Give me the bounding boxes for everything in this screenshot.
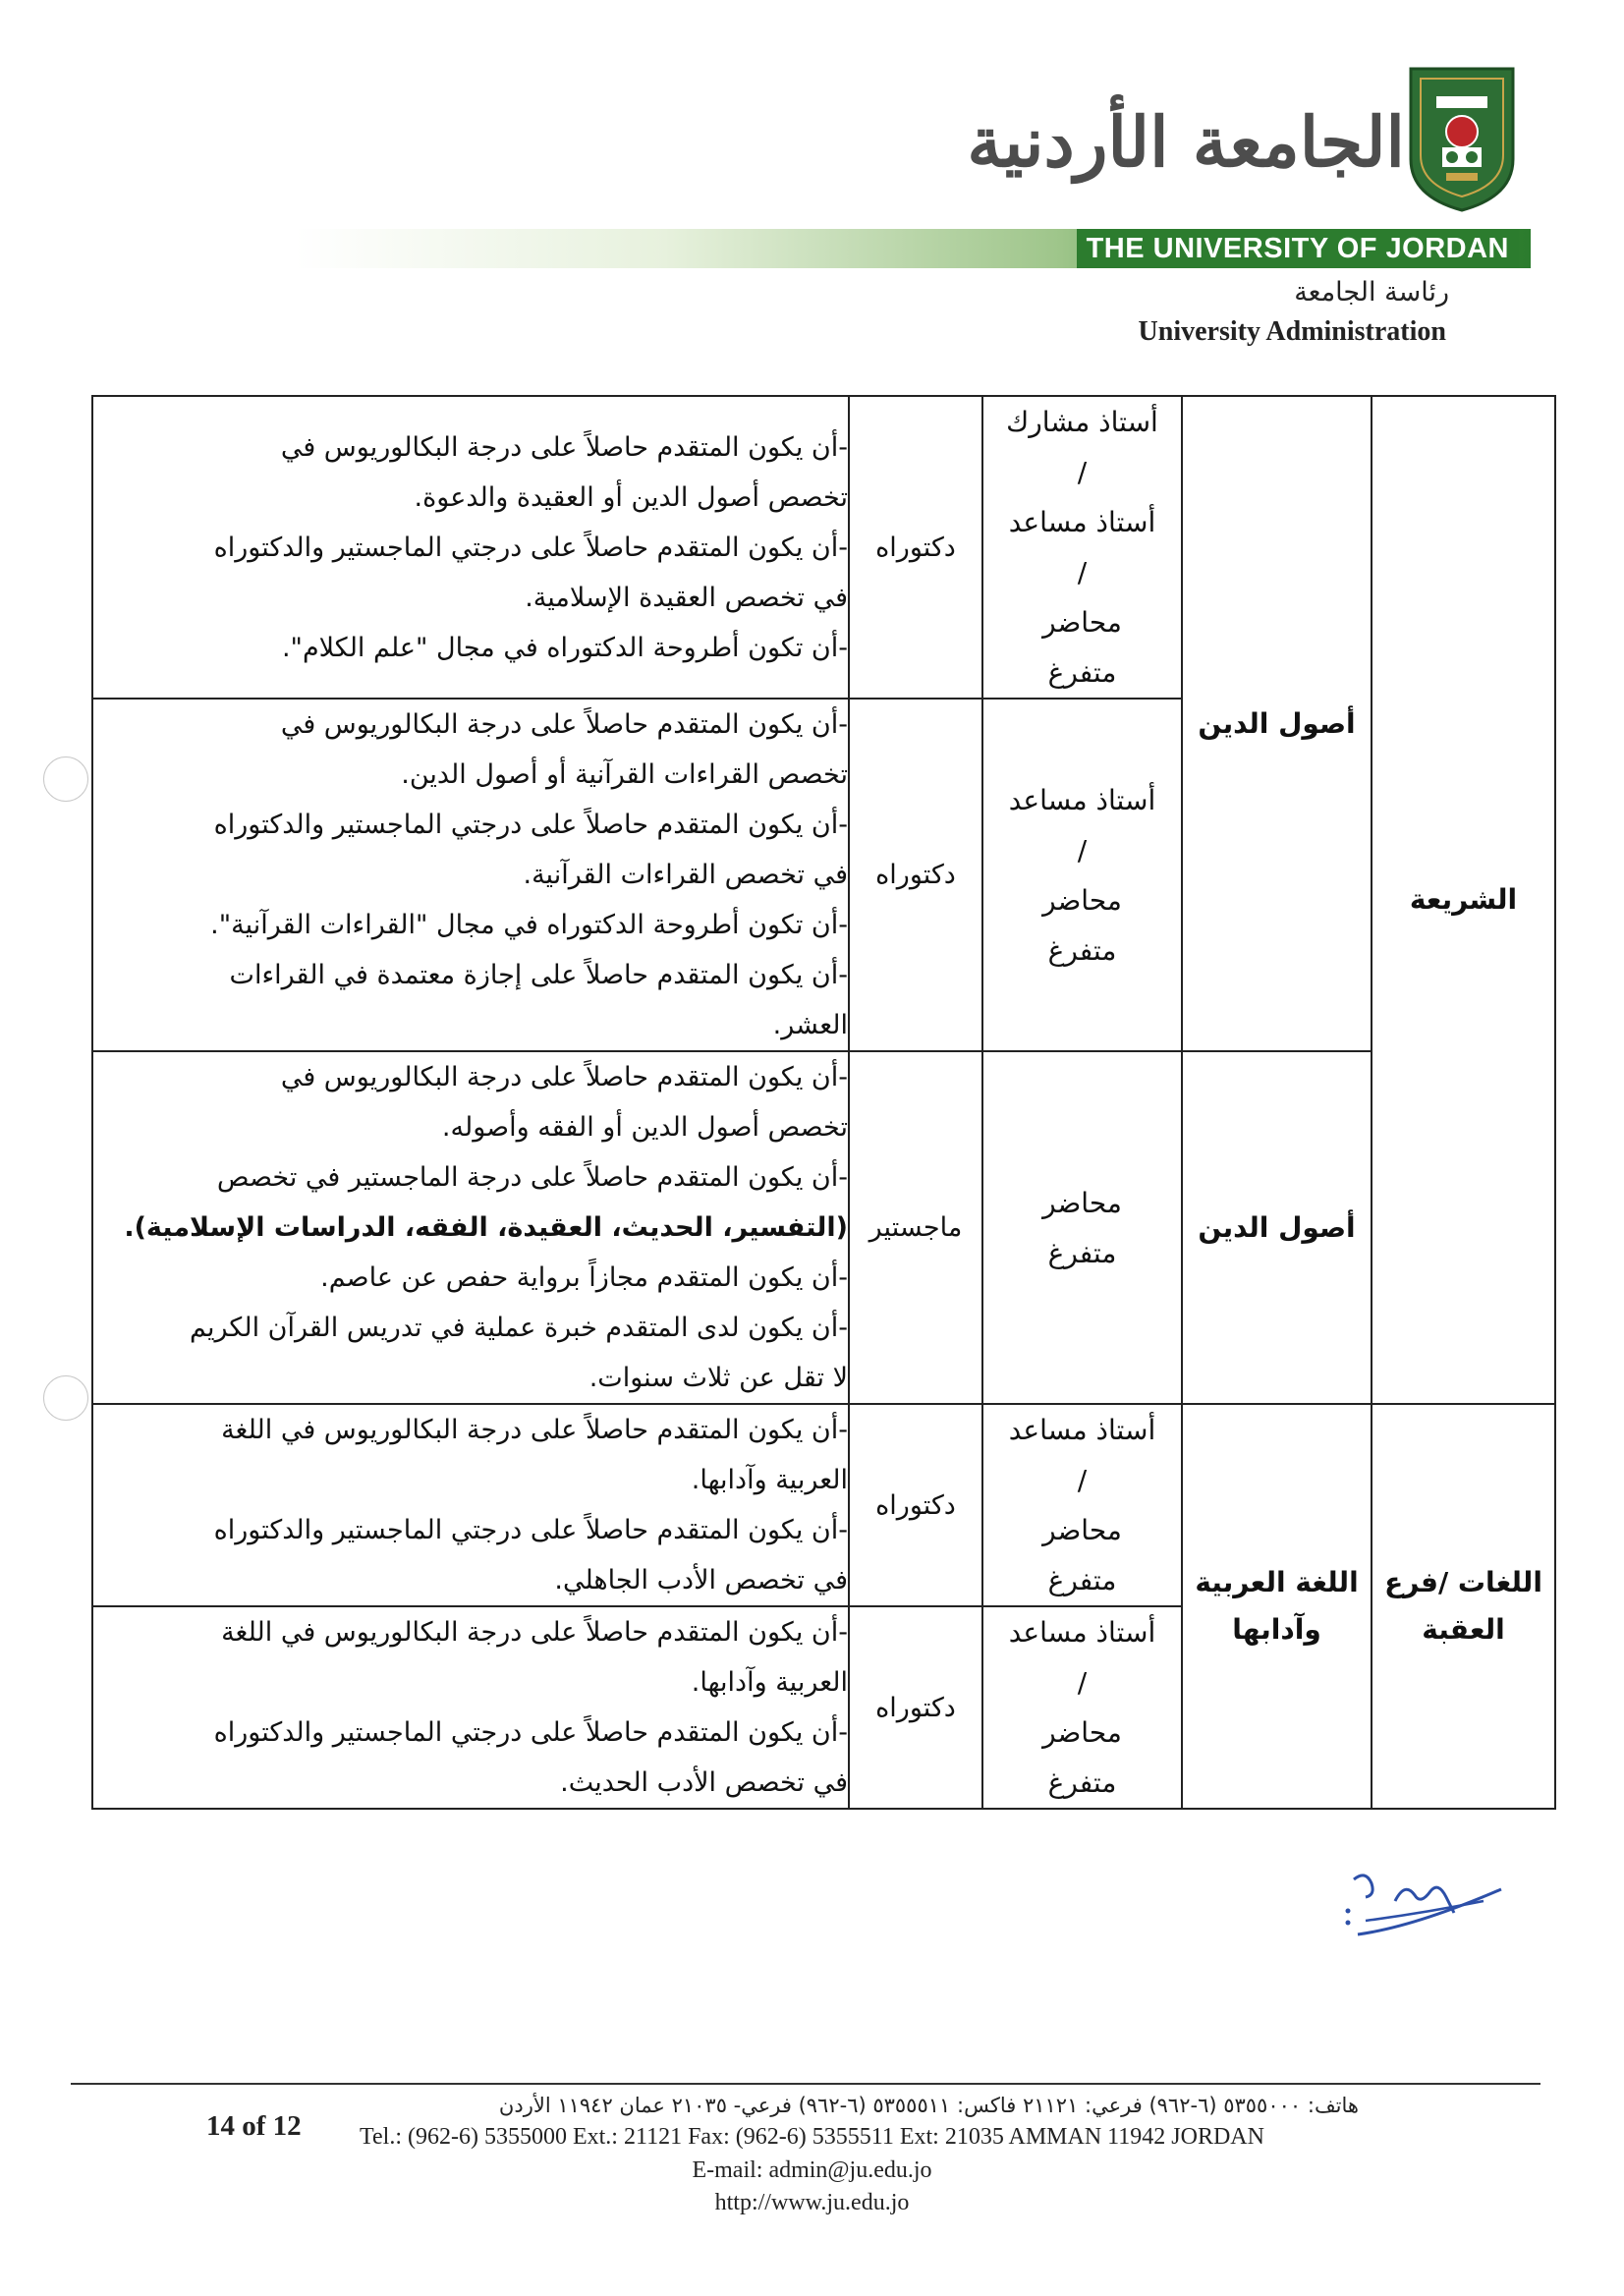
vacancy-table <box>91 395 1556 1810</box>
rank-line: محاضر <box>1042 1514 1122 1546</box>
punch-hole-mark <box>43 1375 88 1421</box>
rank-cell <box>982 396 1182 699</box>
rank-cell <box>982 1606 1182 1809</box>
requirement-line: في تخصص القراءات القرآنية. <box>523 860 848 890</box>
page-number: 14 of 12 <box>206 2110 302 2142</box>
footer-contact-arabic: هاتف: ٥٣٥٥٠٠٠ (٦-٩٦٢) فرعي: ٢١١٢١ فاكس: ٥٣٥٥٥١١ (٦-٩٦٢) فرعي- ٢١٠٣٥ عمان ١١٩٤٢ الأردن <box>498 2094 1359 2117</box>
requirement-line: -أن يكون المتقدم حاصلاً على درجة البكالوريوس في <box>280 431 848 463</box>
degree-cell: دكتوراه <box>849 699 982 1051</box>
rank-line: / <box>1077 1464 1088 1496</box>
department-cell: أصول الدين <box>1182 396 1372 1051</box>
requirement-line: -أن يكون المتقدم حاصلاً على درجة البكالوريوس في اللغة <box>221 1617 848 1648</box>
requirements-cell <box>92 1606 849 1809</box>
requirement-line: -أن يكون المتقدم حاصلاً على درجتي الماجستير والدكتوراه <box>213 810 848 840</box>
requirement-line: في تخصص الأدب الجاهلي. <box>554 1565 848 1596</box>
requirement-line: تخصص أصول الدين أو العقيدة والدعوة. <box>414 481 848 513</box>
rank-line: / <box>1077 1666 1088 1699</box>
requirement-line: (التفسير، الحديث، العقيدة، الفقه، الدراسات الإسلامية). <box>124 1212 848 1243</box>
rank-line: أستاذ مشارك <box>1006 406 1158 438</box>
requirement-line: تخصص أصول الدين أو الفقه وأصوله. <box>441 1112 848 1143</box>
rank-line: / <box>1077 833 1088 867</box>
handwritten-signature <box>1336 1862 1513 1950</box>
requirement-line: العربية وآدابها. <box>691 1667 848 1698</box>
rank-line: أستاذ مساعد <box>1008 1616 1156 1649</box>
table-row <box>92 1404 1555 1606</box>
rank-cell <box>982 1404 1182 1606</box>
rank-line: متفرغ <box>1047 1766 1117 1799</box>
requirement-line: لا تقل عن ثلاث سنوات. <box>588 1363 848 1393</box>
requirement-line: العربية وآدابها. <box>691 1465 848 1495</box>
requirement-line: -أن يكون المتقدم حاصلاً على درجة الماجستير في تخصص <box>216 1162 848 1193</box>
rank-cell <box>982 699 1182 1051</box>
degree-cell: دكتوراه <box>849 1606 982 1809</box>
university-name-arabic: الجامعة الأردنية <box>967 101 1405 183</box>
requirement-line: العشر. <box>772 1010 848 1040</box>
rank-line: محاضر <box>1042 1716 1122 1749</box>
degree-cell: دكتوراه <box>849 1404 982 1606</box>
requirement-line: -أن يكون المتقدم حاصلاً على درجة البكالوريوس في اللغة <box>221 1415 848 1445</box>
rank-line: أستاذ مساعد <box>1008 1414 1156 1446</box>
rank-line: متفرغ <box>1047 933 1117 967</box>
rank-line: أستاذ مساعد <box>1008 783 1156 816</box>
department-cell: اللغة العربية وآدابها <box>1182 1404 1372 1809</box>
requirement-line: -أن يكون المتقدم حاصلاً على درجة البكالوريوس في <box>280 709 848 740</box>
rank-line: متفرغ <box>1047 656 1117 689</box>
rank-cell <box>982 1051 1182 1404</box>
punch-hole-mark <box>43 756 88 802</box>
requirement-line: -أن يكون المتقدم حاصلاً على درجتي الماجستير والدكتوراه <box>213 1515 848 1545</box>
degree-cell: دكتوراه <box>849 396 982 699</box>
rank-line: أستاذ مساعد <box>1008 506 1156 538</box>
university-banner <box>295 229 1531 268</box>
college-cell: اللغات /فرع العقبة <box>1372 1404 1555 1809</box>
university-name-english: THE UNIVERSITY OF JORDAN <box>1077 229 1519 268</box>
requirements-cell <box>92 1404 849 1606</box>
requirement-line: -أن يكون المتقدم حاصلاً على درجتي الماجستير والدكتوراه <box>213 532 848 563</box>
administration-english: University Administration <box>1138 316 1446 347</box>
rank-line: / <box>1077 556 1088 588</box>
requirements-cell <box>92 396 849 699</box>
rank-line: / <box>1077 456 1088 488</box>
university-crest-logo <box>1407 65 1517 212</box>
table-row <box>92 1051 1555 1404</box>
requirements-cell <box>92 699 849 1051</box>
footer-contact-english: Tel.: (962-6) 5355000 Ext.: 21121 Fax: (962-6) 5355511 Ext: 21035 AMMAN 11942 JORDAN <box>360 2124 1264 2150</box>
requirement-line: تخصص القراءات القرآنية أو أصول الدين. <box>401 759 848 790</box>
footer-email: E-mail: admin@ju.edu.jo <box>692 2157 932 2183</box>
requirement-line: -أن يكون المتقدم حاصلاً على درجتي الماجستير والدكتوراه <box>213 1717 848 1748</box>
requirement-line: في تخصص الأدب الحديث. <box>560 1767 848 1798</box>
degree-cell: ماجستير <box>849 1051 982 1404</box>
requirement-line: -أن يكون المتقدم مجازاً برواية حفص عن عاصم. <box>320 1262 848 1293</box>
requirement-line: -أن تكون أطروحة الدكتوراه في مجال "القراءات القرآنية". <box>210 910 848 940</box>
department-cell: أصول الدين <box>1182 1051 1372 1404</box>
requirement-line: -أن يكون المتقدم حاصلاً على إجازة معتمدة في القراءات <box>229 960 848 990</box>
requirement-line: -أن يكون لدى المتقدم خبرة عملية في تدريس القرآن الكريم <box>190 1313 848 1343</box>
rank-line: محاضر <box>1042 606 1122 639</box>
requirement-line: -أن تكون أطروحة الدكتوراه في مجال "علم الكلام". <box>281 632 848 663</box>
requirement-line: -أن يكون المتقدم حاصلاً على درجة البكالوريوس في <box>280 1062 848 1092</box>
rank-line: متفرغ <box>1047 1564 1117 1596</box>
rank-line: محاضر <box>1042 1186 1122 1219</box>
rank-line: محاضر <box>1042 883 1122 917</box>
college-cell: الشريعة <box>1372 396 1555 1404</box>
rank-line: متفرغ <box>1047 1236 1117 1269</box>
administration-arabic: رئاسة الجامعة <box>1294 277 1449 308</box>
requirement-line: في تخصص العقيدة الإسلامية. <box>525 582 848 613</box>
requirements-cell <box>92 1051 849 1404</box>
footer-website: http://www.ju.edu.jo <box>714 2190 910 2215</box>
table-row <box>92 396 1555 699</box>
footer-divider <box>71 2083 1540 2085</box>
